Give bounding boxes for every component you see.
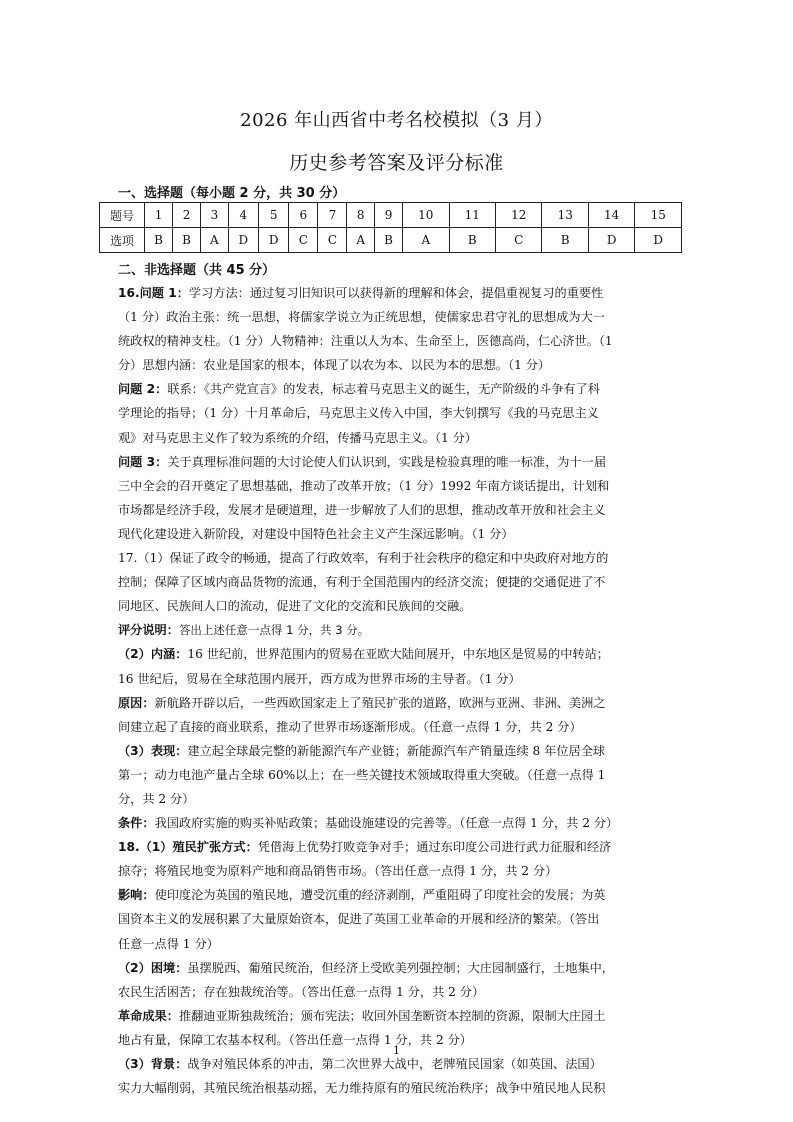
answer-line-text: 农民生活困苦；存在独裁统治等。（答出任意一点得 1 分，共 2 分） [118, 984, 485, 999]
question-number-cell: 7 [318, 203, 347, 228]
answer-line [118, 281, 676, 305]
question-number-cell: 15 [635, 203, 682, 228]
answer-line-heading: 影响： [118, 888, 155, 903]
answer-line-text: 同地区、民族间人口的流动，促进了文化的交流和民族间的交融。 [118, 599, 472, 614]
answer-line-text: 控制；保障了区域内商品货物的流通，有利于全国范围内的经济交流；便捷的交通促进了不 [118, 575, 606, 590]
answer-line-text: 分，共 2 分） [118, 791, 195, 806]
answer-option-cell: A [201, 228, 229, 253]
question-number-cell: 10 [403, 203, 449, 228]
answer-line-heading: 评分说明： [118, 623, 179, 638]
answer-line [118, 426, 676, 450]
answer-line-heading: 问题 2： [118, 382, 168, 397]
answer-line-heading: （3）表现： [118, 743, 188, 758]
question-number-cell: 2 [173, 203, 201, 228]
question-number-cell: 8 [347, 203, 375, 228]
answer-line [118, 305, 676, 329]
answer-line-text: 虽摆脱西、葡殖民统治，但经济上受欧美列强控制；大庄园制盛行，土地集中， [187, 960, 614, 975]
answer-line-text: 任意一点得 1 分） [118, 936, 219, 951]
answer-line-text: 新航路开辟以后，一些西欧国家走上了殖民扩张的道路，欧洲与亚洲、非洲、美洲之 [154, 695, 606, 710]
answer-line-text: 地占有量，保障工农基本权利。（答出任意一点得 1 分，共 2 分） [118, 1032, 472, 1047]
answer-line-text: 16 世纪后，贸易在全球范围内展开，西方成为世界市场的主导者。（1 分） [118, 671, 521, 686]
answer-line [118, 450, 676, 474]
answer-line [118, 932, 676, 956]
answer-line-text: （1 分）政治主张：统一思想，将儒家学说立为正统思想，使儒家忠君守礼的思想成为大一 [118, 310, 605, 325]
answer-line [118, 691, 676, 715]
answer-table [99, 202, 682, 253]
answer-line-text: 学理论的指导；（1 分）十月革命后，马克思主义传入中国，李大钊撰写《我的马克思主义 [118, 406, 599, 421]
answer-option-cell: A [347, 228, 375, 253]
answer-line [118, 763, 676, 787]
answer-line-text: 市场都是经济手段，发展才是硬道理，进一步解放了人们的思想，推动改革开放和社会主义 [118, 502, 606, 517]
section-heading-nonchoice: 二、非选择题（共 45 分） [118, 263, 276, 278]
answer-option-cell: C [289, 228, 318, 253]
answer-line-text: 实力大幅削弱，其殖民统治根基动摇，无力维持原有的殖民统治秩序；战争中殖民地人民积 [118, 1081, 606, 1096]
answer-line-text: 学习方法：通过复习旧知识可以获得新的理解和体会，提倡重视复习的重要性 [188, 286, 604, 300]
answer-line [118, 522, 676, 546]
answer-line-heading: 条件： [118, 816, 155, 831]
answer-option-cell: D [588, 228, 634, 253]
answer-line-text: 统政权的精神支柱。（1 分）人物精神：注重以人为本、生命至上，医德高尚，仁心济世。（1 [118, 334, 613, 349]
question-number-cell: 1 [145, 203, 173, 228]
answer-line [118, 570, 676, 594]
answer-option-cell: C [318, 228, 347, 253]
answer-line [118, 667, 676, 691]
answer-line [118, 907, 676, 931]
answer-line [118, 353, 676, 377]
row-label-option: 选项 [100, 228, 145, 253]
answer-line-heading: 16.问题 1： [118, 286, 189, 300]
answer-line-heading: 原因： [118, 695, 155, 710]
answer-line-text: 战争对殖民体系的冲击，第二次世界大战中，老牌殖民国家（如英国、法国） [187, 1057, 602, 1071]
answer-option-cell: D [228, 228, 258, 253]
answer-option-cell: B [375, 228, 403, 253]
answer-line [118, 739, 676, 763]
answer-line [118, 329, 676, 353]
answer-line [118, 546, 676, 570]
answer-line [118, 498, 676, 522]
answer-line [118, 835, 676, 859]
answer-line [118, 377, 676, 401]
answer-line-text: 使印度沦为英国的殖民地，遭受沉重的经济剥削，严重阻碍了印度社会的发展；为英 [154, 888, 606, 903]
answer-line [118, 1004, 676, 1028]
answer-line [118, 811, 676, 835]
answer-line-heading: 18.（1）殖民扩张方式： [118, 840, 258, 855]
answer-line-text: 现代化建设进入新阶段，对建设中国特色社会主义产生深远影响。（1 分） [118, 526, 514, 541]
document-subtitle: 历史参考答案及评分标准 [289, 152, 504, 174]
answer-option-cell: B [145, 228, 173, 253]
answer-line [118, 401, 676, 425]
row-label-number: 题号 [100, 203, 145, 228]
page-number: 1 [393, 1044, 400, 1057]
answer-option-cell: D [635, 228, 682, 253]
answer-line [118, 715, 676, 739]
question-number-cell: 5 [259, 203, 289, 228]
answer-line-text: 观》对马克思主义作了较为系统的介绍，传播马克思主义。（1 分） [118, 430, 477, 445]
answer-line-text: 联系：《共产党宣言》的发表，标志着马克思主义的诞生，无产阶级的斗争有了科 [167, 382, 600, 397]
question-number-cell: 13 [542, 203, 588, 228]
answer-line [118, 474, 676, 498]
answer-table-row-numbers [100, 203, 682, 228]
question-number-cell: 14 [588, 203, 634, 228]
answer-line-heading: 问题 3： [118, 454, 168, 469]
answer-line-text: 第一；动力电池产量占全球 60%以上；在一些关键技术领域取得重大突破。（任意一点得 1 [118, 767, 606, 782]
answer-line-text: 我国政府实施的购买补贴政策；基础设施建设的完善等。（任意一点得 1 分，共 2 分） [154, 816, 619, 831]
answer-line-heading: （3）背景： [118, 1057, 188, 1071]
answer-line-heading: （2）内涵： [118, 647, 188, 662]
question-number-cell: 12 [496, 203, 542, 228]
answer-line-text: 凭借海上优势打败竞争对手；通过东印度公司进行武力征服和经济 [257, 840, 612, 855]
question-number-cell: 3 [201, 203, 229, 228]
answer-line-heading: 革命成果： [118, 1008, 179, 1023]
question-number-cell: 6 [289, 203, 318, 228]
answer-option-cell: B [173, 228, 201, 253]
answer-line-text: 推翻迪亚斯独裁统治；颁布宪法；收回外国垄断资本控制的资源，限制大庄园土 [178, 1008, 606, 1023]
answer-line-text: 分）思想内涵：农业是国家的根本，体现了以农为本、以民为本的思想。（1 分） [118, 358, 551, 373]
answer-option-cell: A [403, 228, 449, 253]
answer-line [118, 1076, 676, 1100]
answer-line [118, 859, 676, 883]
answer-line-text: 三中全会的召开奠定了思想基础，推动了改革开放；（1 分）1992 年南方谈话提出，计划和 [118, 478, 610, 493]
answer-line-text: 关于真理标准问题的大讨论使人们认识到，实践是检验真理的唯一标准，为十一届 [167, 454, 607, 469]
answer-line-text: 掠夺；将殖民地变为原料产地和商品销售市场。（答出任意一点得 1 分，共 2 分） [118, 864, 558, 879]
answer-line [118, 594, 676, 618]
answer-line-text: 国资本主义的发展积累了大量原始资本，促进了英国工业革命的开展和经济的繁荣。（答出 [118, 912, 600, 927]
question-number-cell: 9 [375, 203, 403, 228]
answer-option-cell: D [259, 228, 289, 253]
question-number-cell: 11 [449, 203, 495, 228]
answer-line-text: 建立起全球最完整的新能源汽车产业链；新能源汽车产销量连续 8 年位居全球 [187, 743, 606, 758]
section-heading-choice: 一、选择题（每小题 2 分，共 30 分） [118, 186, 346, 201]
answer-option-cell: B [542, 228, 588, 253]
answer-line-text: 17.（1）保证了政令的畅通，提高了行政效率，有利于社会秩序的稳定和中央政府对地方的 [118, 551, 609, 566]
answer-table-row-options [100, 228, 682, 253]
answer-line-text: 间建立起了直接的商业联系，推动了世界市场逐渐形成。（任意一点得 1 分，共 2 分） [118, 719, 582, 734]
answer-body-text [118, 281, 676, 1100]
answer-line [118, 787, 676, 811]
answer-option-cell: C [496, 228, 542, 253]
answer-line-heading: （2）困境： [118, 960, 188, 975]
answer-line-text: 答出上述任意一点得 1 分，共 3 分。 [178, 623, 370, 638]
answer-line [118, 980, 676, 1004]
question-number-cell: 4 [228, 203, 258, 228]
answer-option-cell: B [449, 228, 495, 253]
answer-line-text: 16 世纪前，世界范围内的贸易在亚欧大陆间展开，中东地区是贸易的中转站； [187, 647, 609, 662]
answer-line [118, 642, 676, 666]
answer-line [118, 883, 676, 907]
document-title: 2026 年山西省中考名校模拟（3 月） [240, 110, 553, 131]
answer-line [118, 956, 676, 980]
answer-line [118, 618, 676, 642]
